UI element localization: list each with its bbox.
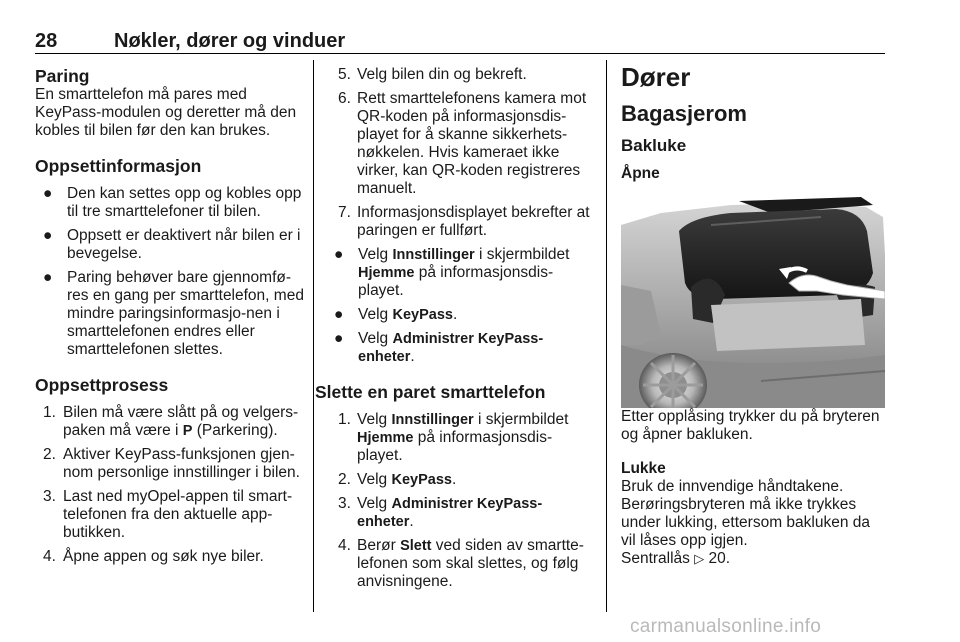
bullet-icon: ●: [43, 185, 53, 202]
list-item: 2. Velg KeyPass.: [338, 471, 457, 488]
header-rule: [35, 53, 885, 54]
setup-process-heading: Oppsettprosess: [35, 375, 169, 395]
delete-phone-heading: Slette en paret smarttelefon: [315, 382, 546, 402]
list-item: ● Den kan settes opp og kobles opp til tre smarttelefoner til bilen.: [43, 185, 302, 220]
column-left: [35, 66, 305, 566]
list-item: 2. Aktiver KeyPass-funksjonen gjen-nom personlige innstillinger i bilen.: [43, 446, 300, 481]
list-item: 6. Rett smarttelefonens kamera mot QR-koden på informasjonsdis-playet for å skanne sikkerhets-nøkkelen. Hvis kameraet ikke virker, kan QR-koden registreres manuelt.: [338, 90, 587, 197]
list-item: 4. Åpne appen og søk nye biler.: [43, 548, 264, 565]
central-lock-link[interactable]: 20.: [708, 550, 731, 567]
delete-phone-list: [330, 411, 595, 591]
tailgate-heading: Bakluke: [621, 136, 687, 155]
open-heading: Åpne: [621, 165, 660, 182]
page-title: Nøkler, dører og vinduer: [114, 30, 346, 52]
setup-process-list-cont: [330, 66, 595, 240]
tailgate-illustration: [621, 195, 885, 408]
page-ref-icon: ▷: [694, 551, 705, 566]
car-rear-image: [621, 195, 885, 408]
open-text: Etter opplåsing trykker du på bryteren og åpner bakluken.: [621, 408, 880, 443]
list-item: 1. Bilen må være slått på og velgers-paken må være i P (Parkering).: [43, 404, 299, 439]
watermark: carmanualsonline.info: [630, 616, 822, 637]
column-divider-2: [606, 60, 607, 612]
bullet-icon: ●: [334, 246, 344, 263]
column-divider-1: [313, 60, 314, 612]
list-item: ● Velg Administrer KeyPass-enheter.: [334, 330, 544, 365]
close-heading: Lukke: [621, 460, 666, 477]
bullet-icon: ●: [43, 227, 53, 244]
list-item: 5. Velg bilen din og bekreft.: [338, 66, 527, 83]
column-right: [621, 62, 887, 568]
close-text: Bruk de innvendige håndtakene.: [621, 478, 844, 495]
setup-process-list: [35, 404, 305, 566]
trunk-heading: Bagasjerom: [621, 101, 747, 126]
list-item: ● Velg KeyPass.: [334, 306, 458, 323]
list-item: 4. Berør Slett ved siden av smartte-lefonen som skal slettes, og følg anvisningene.: [338, 537, 584, 590]
list-item: ● Paring behøver bare gjennomfø-res en gang per smarttelefon, med mindre paringsinformasjo-nen i smarttelefonen endres eller smarttelefonen slettes.: [43, 269, 304, 358]
bullet-icon: ●: [334, 306, 344, 323]
list-item: 1. Velg Innstillinger i skjermbildet Hjemme på informasjonsdis-playet.: [338, 411, 569, 464]
bullet-icon: ●: [334, 330, 344, 347]
setup-info-list: [35, 185, 305, 359]
page-number: 28: [35, 30, 58, 52]
list-item: 3. Last ned myOpel-appen til smart-telefonen fra den aktuelle app-butikken.: [43, 488, 293, 541]
central-lock-ref: Sentrallås ▷ 20.: [621, 550, 731, 567]
paring-text: En smarttelefon må pares med KeyPass-modulen og deretter må den kobles til bilen før den kan brukes.: [35, 86, 297, 139]
page-header: [35, 30, 885, 54]
list-item: ● Oppsett er deaktivert når bilen er i bevegelse.: [43, 227, 301, 262]
keypass-bullets: [326, 246, 595, 366]
paring-heading: Paring: [35, 66, 90, 86]
bullet-icon: ●: [43, 269, 53, 286]
setup-info-heading: Oppsettinformasjon: [35, 156, 202, 176]
doors-heading: Dører: [621, 62, 691, 92]
switch-note: Berøringsbryteren må ikke trykkes under lukking, ettersom bakluken da vil låses opp igjen.: [621, 496, 871, 549]
list-item: ● Velg Innstillinger i skjermbildet Hjemme på informasjonsdis-playet.: [334, 246, 570, 299]
column-middle: [315, 66, 595, 591]
list-item: 7. Informasjonsdisplayet bekrefter at paringen er fullført.: [338, 204, 590, 239]
list-item: 3. Velg Administrer KeyPass-enheter.: [338, 495, 543, 530]
